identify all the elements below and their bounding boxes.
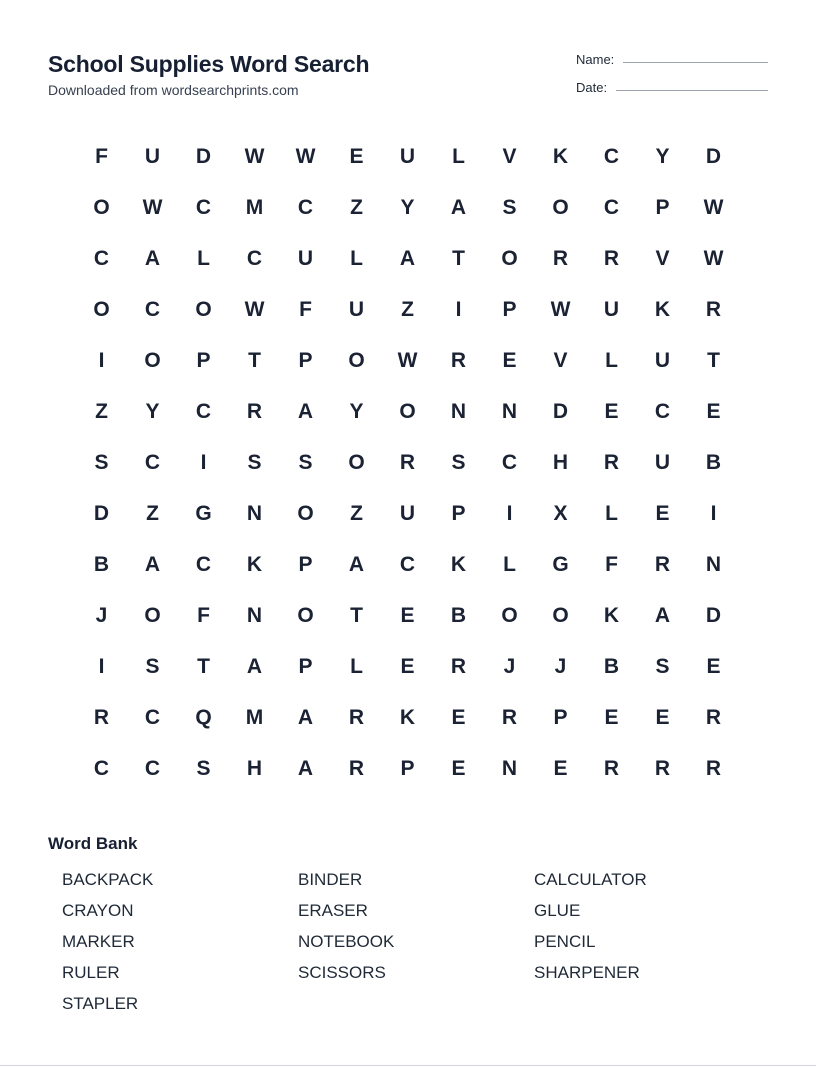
student-fields [576, 49, 768, 95]
grid-letter: U [399, 144, 416, 168]
grid-letter: U [144, 144, 161, 168]
grid-letter: W [295, 144, 316, 168]
grid-letter: D [552, 399, 569, 423]
grid-letter: R [348, 756, 365, 780]
grid-letter: Y [400, 195, 415, 219]
word-bank [62, 869, 770, 1024]
grid-letter: L [350, 654, 363, 678]
grid-letter: A [297, 705, 314, 729]
grid-letter: W [550, 297, 571, 321]
grid-letter: B [450, 603, 467, 627]
grid-letter: U [654, 450, 671, 474]
grid-letter: P [451, 501, 466, 525]
grid-letter: O [348, 450, 365, 474]
grid-letter: E [553, 756, 568, 780]
grid-letter: P [553, 705, 568, 729]
grid-letter: H [246, 756, 263, 780]
grid-letter: R [654, 552, 671, 576]
grid-letter: O [195, 297, 212, 321]
word-bank-item: MARKER [62, 932, 135, 951]
grid-letter: C [246, 246, 263, 270]
grid-letter: J [554, 654, 567, 678]
grid-letter: B [603, 654, 620, 678]
word-bank-item: SCISSORS [298, 963, 386, 982]
grid-letter: T [707, 348, 720, 372]
grid-letter: L [605, 501, 618, 525]
grid-letter: E [451, 756, 466, 780]
grid-letter: V [655, 246, 670, 270]
grid-letter: I [710, 501, 717, 525]
grid-letter: P [400, 756, 415, 780]
grid-letter: A [246, 654, 263, 678]
grid-letter: R [603, 246, 620, 270]
grid-letter: O [348, 348, 365, 372]
grid-letter: A [297, 399, 314, 423]
grid-letter: C [603, 195, 620, 219]
grid-letter: C [603, 144, 620, 168]
grid-letter: S [451, 450, 466, 474]
grid-letter: B [93, 552, 110, 576]
grid-letter: P [502, 297, 517, 321]
grid-letter: R [603, 450, 620, 474]
grid-letter: Y [145, 399, 160, 423]
grid-letter: A [348, 552, 365, 576]
grid-letter: R [705, 297, 722, 321]
grid-letter: I [98, 348, 105, 372]
grid-letter: P [196, 348, 211, 372]
grid-letter: K [654, 297, 671, 321]
grid-letter: W [244, 297, 265, 321]
grid-letter: T [452, 246, 465, 270]
grid-letter: H [552, 450, 569, 474]
source-note: Downloaded from wordsearchprints.com [48, 82, 299, 98]
grid-letter: C [144, 450, 161, 474]
grid-letter: S [94, 450, 109, 474]
date-line [616, 90, 768, 91]
grid-letter: O [144, 348, 161, 372]
grid-letter: S [145, 654, 160, 678]
grid-letter: Z [401, 297, 414, 321]
name-label: Name: [576, 52, 615, 67]
grid-letter: L [452, 144, 465, 168]
grid-letter: R [450, 348, 467, 372]
grid-letter: O [501, 246, 518, 270]
name-line [623, 62, 768, 63]
grid-letter: J [95, 603, 108, 627]
grid-letter: S [196, 756, 211, 780]
grid-letter: C [195, 195, 212, 219]
footer-divider [0, 1065, 816, 1066]
word-bank-item: CRAYON [62, 901, 134, 920]
grid-letter: K [603, 603, 620, 627]
grid-letter: R [93, 705, 110, 729]
date-label: Date: [576, 80, 608, 95]
grid-letter: T [197, 654, 210, 678]
grid-letter: R [246, 399, 263, 423]
grid-letter: E [604, 705, 619, 729]
word-bank-item: PENCIL [534, 932, 596, 951]
grid-letter: I [200, 450, 207, 474]
grid-letter: C [144, 705, 161, 729]
grid-letter: F [95, 144, 108, 168]
grid-letter: L [197, 246, 210, 270]
name-field [576, 49, 768, 67]
grid-letter: I [506, 501, 513, 525]
grid-letter: Q [195, 705, 212, 729]
word-bank-item: GLUE [534, 901, 581, 920]
grid-letter: C [654, 399, 671, 423]
grid-letter: U [603, 297, 620, 321]
page-title: School Supplies Word Search [48, 51, 370, 77]
grid-letter: Z [350, 501, 363, 525]
grid-letter: S [298, 450, 313, 474]
grid-letter: R [450, 654, 467, 678]
grid-letter: Z [146, 501, 159, 525]
grid-letter: R [348, 705, 365, 729]
grid-letter: U [654, 348, 671, 372]
grid-letter: U [348, 297, 365, 321]
grid-letter: G [195, 501, 212, 525]
grid-letter: I [98, 654, 105, 678]
word-bank-item: BINDER [298, 870, 363, 889]
grid-letter: E [655, 705, 670, 729]
grid-letter: E [451, 705, 466, 729]
grid-letter: P [298, 552, 313, 576]
grid-letter: E [604, 399, 619, 423]
grid-letter: U [399, 501, 416, 525]
grid-letter: V [502, 144, 517, 168]
grid-letter: A [144, 246, 161, 270]
word-bank-item: NOTEBOOK [298, 932, 395, 951]
grid-letter: V [553, 348, 568, 372]
grid-letter: C [501, 450, 518, 474]
grid-letter: O [297, 603, 314, 627]
letter-grid [76, 131, 739, 794]
worksheet-header [48, 49, 768, 109]
grid-letter: W [397, 348, 418, 372]
grid-letter: W [142, 195, 163, 219]
grid-letter: P [298, 654, 313, 678]
grid-letter: P [655, 195, 670, 219]
grid-letter: O [93, 195, 110, 219]
grid-letter: A [399, 246, 416, 270]
grid-letter: E [400, 654, 415, 678]
grid-letter: S [502, 195, 517, 219]
grid-letter: T [350, 603, 363, 627]
grid-letter: N [501, 399, 518, 423]
grid-letter: R [705, 705, 722, 729]
grid-letter: M [245, 705, 264, 729]
word-bank-item: ERASER [298, 901, 368, 920]
grid-letter: O [501, 603, 518, 627]
word-bank-item: CALCULATOR [534, 870, 647, 889]
word-bank-item: STAPLER [62, 994, 139, 1013]
grid-letter: D [93, 501, 110, 525]
grid-letter: J [503, 654, 516, 678]
word-bank-title: Word Bank [48, 834, 138, 853]
grid-letter: R [654, 756, 671, 780]
grid-letter: E [349, 144, 364, 168]
word-bank-item: BACKPACK [62, 870, 154, 889]
grid-letter: L [503, 552, 516, 576]
grid-letter: F [197, 603, 210, 627]
word-bank-item: RULER [62, 963, 120, 982]
grid-letter: L [350, 246, 363, 270]
grid-letter: E [502, 348, 517, 372]
grid-letter: C [93, 246, 110, 270]
grid-letter: O [552, 603, 569, 627]
grid-letter: N [705, 552, 722, 576]
grid-letter: D [195, 144, 212, 168]
grid-letter: F [605, 552, 618, 576]
grid-letter: R [501, 705, 518, 729]
grid-letter: R [705, 756, 722, 780]
grid-letter: Y [349, 399, 364, 423]
grid-letter: R [552, 246, 569, 270]
grid-letter: C [297, 195, 314, 219]
grid-letter: O [144, 603, 161, 627]
grid-letter: G [552, 552, 569, 576]
grid-letter: K [450, 552, 467, 576]
grid-letter: K [399, 705, 416, 729]
date-field [576, 77, 768, 95]
grid-letter: Y [655, 144, 670, 168]
grid-letter: C [93, 756, 110, 780]
grid-letter: C [144, 756, 161, 780]
grid-letter: O [93, 297, 110, 321]
grid-letter: S [655, 654, 670, 678]
grid-letter: W [703, 195, 724, 219]
grid-letter: F [299, 297, 312, 321]
grid-letter: C [144, 297, 161, 321]
grid-letter: B [705, 450, 722, 474]
grid-letter: L [605, 348, 618, 372]
grid-letter: E [706, 399, 721, 423]
grid-letter: N [450, 399, 467, 423]
grid-letter: R [399, 450, 416, 474]
grid-letter: C [195, 399, 212, 423]
grid-letter: W [244, 144, 265, 168]
grid-letter: C [195, 552, 212, 576]
word-bank-item: SHARPENER [534, 963, 640, 982]
grid-letter: E [706, 654, 721, 678]
grid-letter: N [246, 501, 263, 525]
grid-letter: C [399, 552, 416, 576]
grid-letter: U [297, 246, 314, 270]
grid-letter: I [455, 297, 462, 321]
grid-letter: O [399, 399, 416, 423]
grid-letter: A [297, 756, 314, 780]
grid-letter: M [245, 195, 264, 219]
grid-letter: D [705, 144, 722, 168]
grid-letter: K [552, 144, 569, 168]
grid-letter: E [655, 501, 670, 525]
grid-letter: S [247, 450, 262, 474]
grid-letter: N [501, 756, 518, 780]
grid-letter: R [603, 756, 620, 780]
grid-letter: E [400, 603, 415, 627]
grid-letter: Z [95, 399, 108, 423]
grid-letter: A [654, 603, 671, 627]
grid-letter: N [246, 603, 263, 627]
grid-letter: X [553, 501, 568, 525]
grid-letter: W [703, 246, 724, 270]
grid-letter: P [298, 348, 313, 372]
grid-letter: K [246, 552, 263, 576]
grid-letter: O [297, 501, 314, 525]
grid-letter: O [552, 195, 569, 219]
grid-letter: Z [350, 195, 363, 219]
grid-letter: A [450, 195, 467, 219]
grid-letter: A [144, 552, 161, 576]
grid-letter: T [248, 348, 261, 372]
grid-letter: D [705, 603, 722, 627]
